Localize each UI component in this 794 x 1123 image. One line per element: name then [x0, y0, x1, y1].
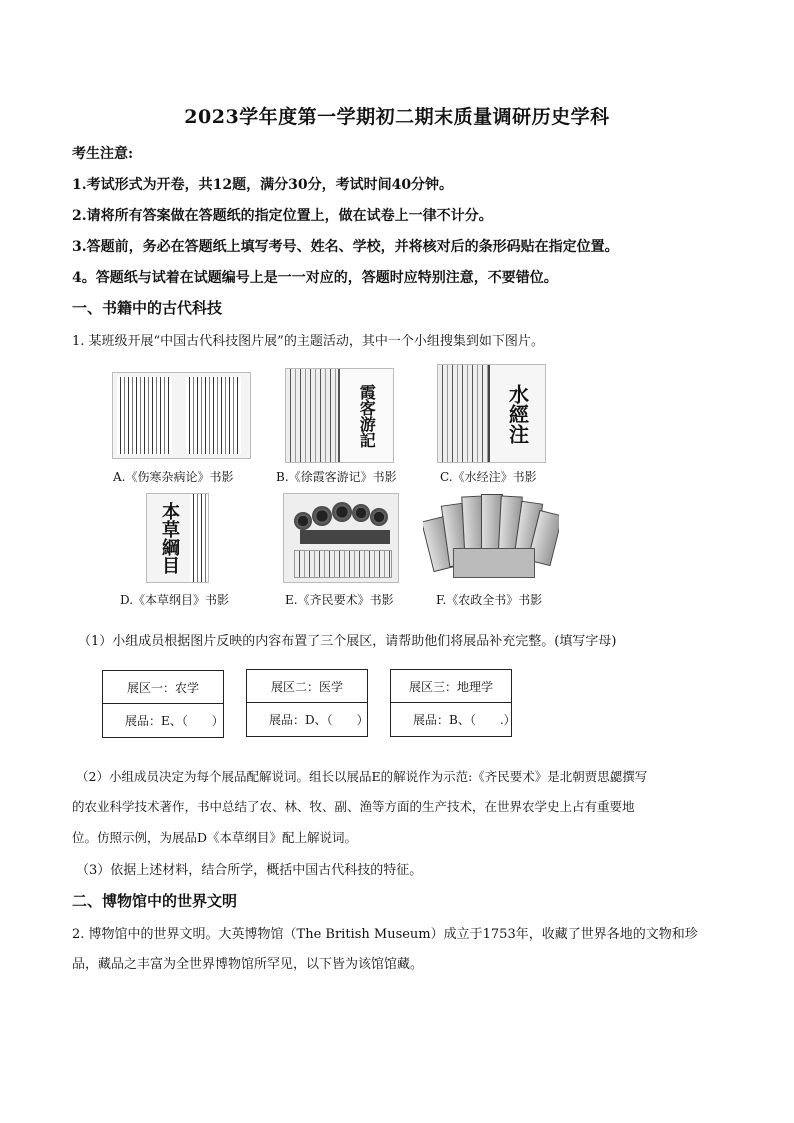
zone-box [246, 669, 368, 737]
image-caption: E.《齐民要术》书影 [285, 593, 394, 607]
question-text: 2. 博物馆中的世界文明。大英博物馆（The British Museum）成立于1753年，收藏了世界各地的文物和珍 [72, 927, 698, 942]
image-caption: C.《水经注》书影 [440, 470, 537, 484]
image-caption: F.《农政全书》书影 [436, 593, 543, 607]
question-text: 1. 某班级开展“中国古代科技图片展”的主题活动，其中一个小组搜集到如下图片。 [72, 334, 544, 349]
image-caption: B.《徐霞客游记》书影 [276, 470, 397, 484]
zone-body: 展品：B、（ .） [413, 712, 516, 727]
book-cover-image [437, 364, 546, 463]
books-stack-image [423, 490, 559, 580]
sub-question-2: （2）小组成员决定为每个展品配解说词。组长以展品E的解说作为示范:《齐民要术》是北朝贾思勰撰写 [76, 769, 648, 784]
zone-box [390, 669, 516, 737]
notice-item: 2.请将所有答案做在答题纸的指定位置上，做在试卷上一律不计分。 [72, 208, 493, 224]
scroll-image [283, 493, 399, 583]
section-heading: 一、书籍中的古代科技 [72, 299, 223, 317]
zone-header: 展区三：地理学 [391, 670, 511, 703]
book-cover-image [146, 493, 209, 583]
zone-header: 展区二：医学 [247, 670, 367, 703]
zone-box [102, 670, 224, 738]
question-text: 品，藏品之丰富为全世界博物馆所罕见，以下皆为该馆馆藏。 [72, 957, 424, 972]
zone-header: 展区一：农学 [103, 671, 223, 704]
image-caption: D.《本草纲目》书影 [120, 593, 230, 607]
notice-item: 1.考试形式为开卷，共12题，满分30分，考试时间40分钟。 [72, 177, 454, 193]
book-page-image [112, 372, 251, 459]
cover-title: 霞客游記 [357, 383, 377, 448]
cover-title: 水經注 [505, 383, 530, 444]
sub-question-2: 位。仿照示例，为展品D《本草纲目》配上解说词。 [72, 830, 358, 845]
image-caption: A.《伤寒杂病论》书影 [113, 470, 234, 484]
notice-item: 3.答题前，务必在答题纸上填写考号、姓名、学校，并将核对后的条形码贴在指定位置。 [72, 239, 619, 255]
sub-question-2: 的农业科学技术著作，书中总结了农、林、牧、副、渔等方面的生产技术，在世界农学史上占有重要地 [72, 799, 635, 814]
page-title: 2023学年度第一学期初二期末质量调研历史学科 [184, 106, 610, 128]
sub-question-3: （3）依据上述材料，结合所学，概括中国古代科技的特征。 [76, 863, 423, 878]
book-cover-image [285, 368, 394, 463]
notice-heading: 考生注意: [72, 146, 134, 162]
cover-title: 本草綱目 [158, 502, 180, 574]
zone-body: 展品：E、（ ） [125, 713, 224, 728]
sub-question-1: （1）小组成员根据图片反映的内容布置了三个展区，请帮助他们将展品补充完整。(填写字母) [78, 634, 617, 649]
zone-body: 展品：D、（ ） [269, 712, 369, 727]
section-heading: 二、博物馆中的世界文明 [72, 892, 238, 910]
notice-item: 4。答题纸与试着在试题编号上是一一对应的，答题时应特别注意，不要错位。 [72, 270, 558, 286]
